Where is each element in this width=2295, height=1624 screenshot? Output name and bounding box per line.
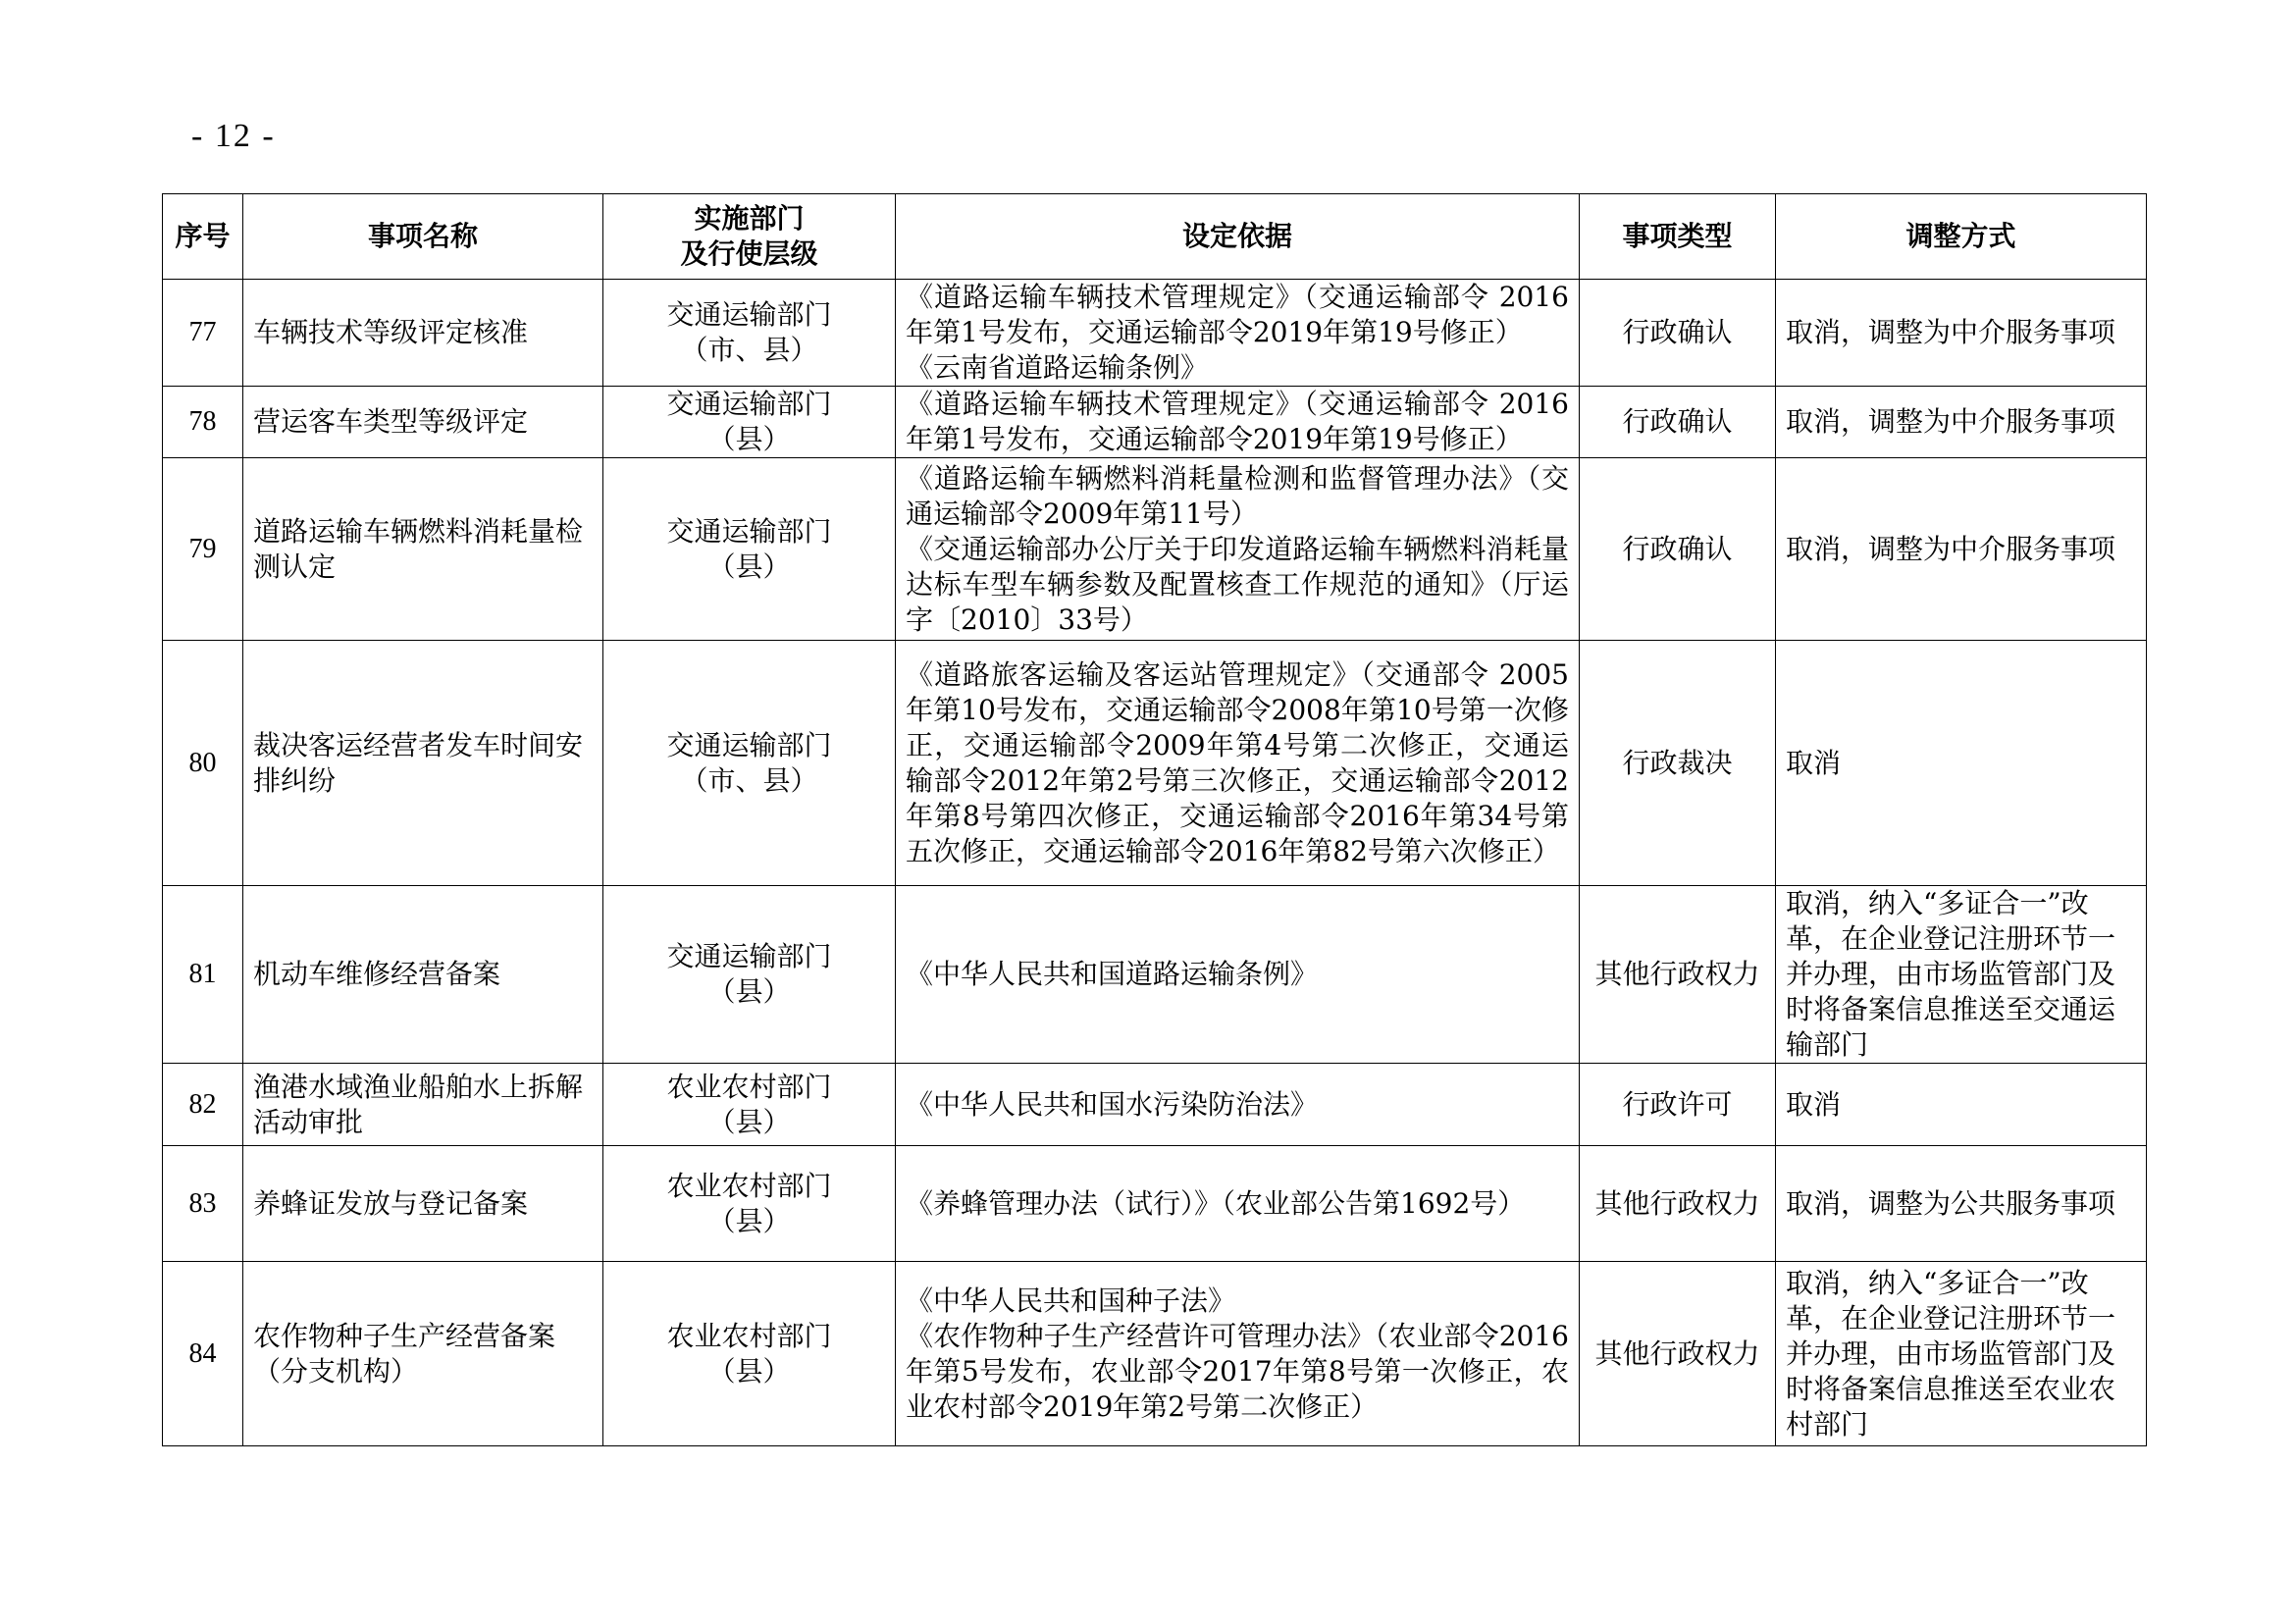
basis-text: 《农作物种子生产经营许可管理办法》（农业部令2016年第5号发布，农业部令2017年第8号第一次修正，农业农村部令2019年第2号第二次修正） <box>906 1319 1569 1423</box>
dept-level: （市、县） <box>680 763 818 797</box>
dept-cell <box>603 387 896 458</box>
dept-name: 农业农村部门 <box>666 1070 832 1103</box>
header-type: 事项类型 <box>1580 194 1776 280</box>
dept-name: 交通运输部门 <box>666 514 832 548</box>
header-row <box>163 194 2147 280</box>
row-number: 80 <box>163 641 243 886</box>
dept-cell <box>603 1262 896 1446</box>
header-no: 序号 <box>163 194 243 280</box>
dept-level: （县） <box>707 1354 791 1388</box>
table-row <box>163 1064 2147 1146</box>
row-number: 82 <box>163 1064 243 1146</box>
adjust-method: 取消，纳入“多证合一”改革，在企业登记注册环节一并办理，由市场监管部门及时将备案信息推送至农业农村部门 <box>1776 1262 2147 1446</box>
dept-cell <box>603 1146 896 1262</box>
basis-cell <box>896 1064 1580 1146</box>
basis-text: 《道路旅客运输及客运站管理规定》（交通部令 2005年第10号发布，交通运输部令2008年第10号第一次修正，交通运输部令2009年第4号第二次修正，交通运输部令2012年第2号第三次修正，交通运输部令2012年第8号第四次修正，交通运输部令2016年第34号第五次修正，交通运输部令2016年第82号第六次修正） <box>906 657 1569 867</box>
basis-cell <box>896 886 1580 1064</box>
basis-cell <box>896 1262 1580 1446</box>
basis-cell <box>896 1146 1580 1262</box>
item-name: 车辆技术等级评定核准 <box>243 280 603 387</box>
header-adjust: 调整方式 <box>1776 194 2147 280</box>
dept-cell <box>603 280 896 387</box>
item-name: 农作物种子生产经营备案（分支机构） <box>243 1262 603 1446</box>
adjust-method: 取消 <box>1776 1064 2147 1146</box>
adjust-method: 取消 <box>1776 641 2147 886</box>
header-dept-line1: 实施部门 <box>694 202 805 235</box>
basis-text: 《养蜂管理办法（试行）》（农业部公告第1692号） <box>906 1186 1526 1220</box>
header-name: 事项名称 <box>243 194 603 280</box>
basis-text: 《道路运输车辆技术管理规定》（交通运输部令 2016年第1号发布，交通运输部令2019年第19号修正） <box>906 281 1569 348</box>
basis-cell <box>896 387 1580 458</box>
item-type: 行政裁决 <box>1580 641 1776 886</box>
table-row <box>163 387 2147 458</box>
basis-cell <box>896 280 1580 387</box>
adjust-method: 取消，调整为中介服务事项 <box>1776 280 2147 387</box>
item-type: 行政确认 <box>1580 280 1776 387</box>
row-number: 84 <box>163 1262 243 1446</box>
dept-level: （县） <box>707 550 791 583</box>
dept-name: 交通运输部门 <box>666 728 832 761</box>
adjust-method: 取消，调整为中介服务事项 <box>1776 458 2147 641</box>
basis-text: 《交通运输部办公厅关于印发道路运输车辆燃料消耗量达标车型车辆参数及配置核查工作规范的通知》（厅运字〔2010〕33号） <box>906 532 1569 636</box>
basis-text: 《中华人民共和国道路运输条例》 <box>906 958 1319 990</box>
dept-level: （县） <box>707 975 791 1008</box>
dept-name: 交通运输部门 <box>666 940 832 972</box>
basis-text: 《中华人民共和国种子法》 <box>906 1283 1236 1317</box>
basis-text: 《道路运输车辆技术管理规定》（交通运输部令 2016年第1号发布，交通运输部令2019年第19号修正） <box>906 388 1569 455</box>
row-number: 77 <box>163 280 243 387</box>
dept-name: 交通运输部门 <box>666 298 832 331</box>
dept-cell <box>603 458 896 641</box>
item-type: 行政确认 <box>1580 387 1776 458</box>
row-number: 78 <box>163 387 243 458</box>
item-type: 行政确认 <box>1580 458 1776 641</box>
dept-cell <box>603 1064 896 1146</box>
item-name: 机动车维修经营备案 <box>243 886 603 1064</box>
item-type: 其他行政权力 <box>1580 1146 1776 1262</box>
table-row <box>163 280 2147 387</box>
dept-cell <box>603 641 896 886</box>
dept-level: （县） <box>707 423 791 455</box>
item-name: 营运客车类型等级评定 <box>243 387 603 458</box>
dept-level: （县） <box>707 1105 791 1138</box>
item-type: 其他行政权力 <box>1580 886 1776 1064</box>
dept-name: 农业农村部门 <box>666 1319 832 1352</box>
item-name: 道路运输车辆燃料消耗量检测认定 <box>243 458 603 641</box>
basis-text: 《中华人民共和国水污染防治法》 <box>906 1087 1319 1121</box>
item-name: 养蜂证发放与登记备案 <box>243 1146 603 1262</box>
table-row <box>163 886 2147 1064</box>
adjust-method: 取消，调整为中介服务事项 <box>1776 387 2147 458</box>
basis-cell <box>896 641 1580 886</box>
dept-name: 农业农村部门 <box>666 1169 832 1202</box>
dept-cell <box>603 886 896 1064</box>
row-number: 79 <box>163 458 243 641</box>
adjust-method: 取消，纳入“多证合一”改革，在企业登记注册环节一并办理，由市场监管部门及时将备案信息推送至交通运输部门 <box>1776 886 2147 1064</box>
adjust-method: 取消，调整为公共服务事项 <box>1776 1146 2147 1262</box>
dept-level: （县） <box>707 1204 791 1237</box>
table-row <box>163 1146 2147 1262</box>
item-name: 裁决客运经营者发车时间安排纠纷 <box>243 641 603 886</box>
item-name: 渔港水域渔业船舶水上拆解活动审批 <box>243 1064 603 1146</box>
basis-cell <box>896 458 1580 641</box>
header-basis: 设定依据 <box>896 194 1580 280</box>
header-dept <box>603 194 896 280</box>
header-dept-line2: 及行使层级 <box>680 237 818 270</box>
table-row <box>163 641 2147 886</box>
basis-text: 《云南省道路运输条例》 <box>906 351 1209 384</box>
row-number: 83 <box>163 1146 243 1262</box>
item-type: 行政许可 <box>1580 1064 1776 1146</box>
dept-name: 交通运输部门 <box>666 388 832 420</box>
basis-text: 《道路运输车辆燃料消耗量检测和监督管理办法》（交通运输部令2009年第11号） <box>906 461 1569 530</box>
item-type: 其他行政权力 <box>1580 1262 1776 1446</box>
page-number: - 12 - <box>191 118 276 154</box>
dept-level: （市、县） <box>680 334 818 366</box>
table-row <box>163 458 2147 641</box>
table-row <box>163 1262 2147 1446</box>
items-table <box>162 193 2147 1446</box>
row-number: 81 <box>163 886 243 1064</box>
